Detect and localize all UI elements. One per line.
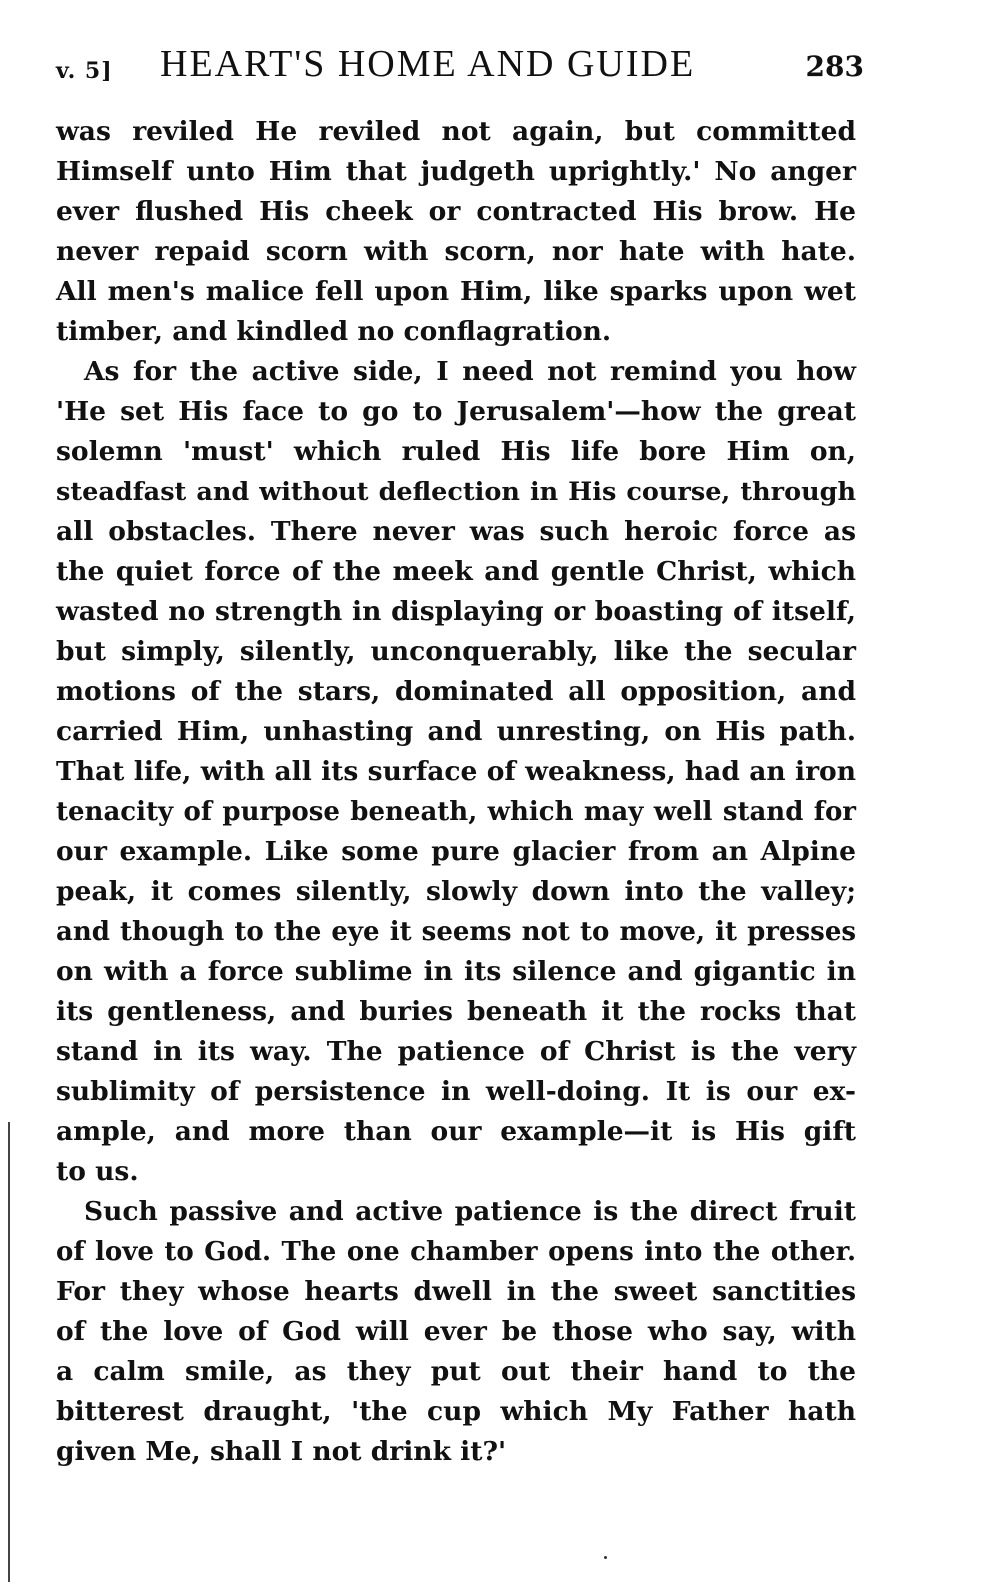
paragraph [56, 112, 856, 352]
text-line: and though to the eye it seems not to move, it presses [56, 917, 856, 947]
body-text [56, 112, 856, 1472]
text-line: ever flushed His cheek or contracted His brow. He [56, 196, 856, 227]
text-line: peak, it comes silently, slowly down into the valley; [56, 876, 856, 907]
text-line: ample, and more than our example—it is His gift [56, 1116, 856, 1147]
text-line: 'He set His face to go to Jerusalem'—how the great [56, 396, 856, 427]
text-line: tenacity of purpose beneath, which may well stand for [56, 797, 856, 827]
running-head [56, 42, 864, 92]
text-line: bitterest draught, 'the cup which My Father hath [56, 1396, 856, 1427]
text-line: Such passive and active patience is the direct fruit [84, 1196, 856, 1227]
text-line: That life, with all its surface of weakness, had an iron [56, 756, 856, 787]
text-line: given Me, shall I not drink it?' [56, 1436, 507, 1467]
text-line: timber, and kindled no conflagration. [56, 316, 612, 347]
text-line: wasted no strength in displaying or boasting of itself, [56, 596, 856, 627]
text-line: All men's malice fell upon Him, like sparks upon wet [56, 276, 856, 307]
text-line: of the love of God will ever be those who say, with [56, 1316, 856, 1347]
text-line: sublimity of persistence in well-doing. It is our ex- [56, 1076, 856, 1107]
text-line: stand in its way. The patience of Christ is the very [56, 1036, 856, 1067]
text-line: was reviled He reviled not again, but committed [56, 116, 856, 147]
text-line: never repaid scorn with scorn, nor hate with hate. [56, 236, 856, 267]
text-line: Himself unto Him that judgeth uprightly.' No anger [56, 156, 856, 187]
paragraph [56, 352, 856, 1192]
text-line: our example. Like some pure glacier from an Alpine [56, 836, 856, 867]
text-line: all obstacles. There never was such heroic force as [56, 516, 856, 547]
text-line: on with a force sublime in its silence and gigantic in [56, 956, 856, 987]
text-line: its gentleness, and buries beneath it the rocks that [56, 996, 856, 1027]
text-line: motions of the stars, dominated all opposition, and [56, 676, 856, 707]
page-number: 283 [805, 50, 864, 83]
running-title: HEART'S HOME AND GUIDE [160, 43, 696, 85]
text-line: a calm smile, as they put out their hand to the [56, 1356, 856, 1387]
text-line: but simply, silently, unconquerably, like the secular [56, 636, 856, 667]
paragraph [56, 1192, 856, 1472]
text-line: For they whose hearts dwell in the sweet sanctities [56, 1276, 856, 1307]
text-line: solemn 'must' which ruled His life bore Him on, [56, 436, 856, 467]
text-line: to us. [56, 1156, 139, 1187]
text-line: steadfast and without deflection in His course, through [56, 477, 856, 507]
text-line: carried Him, unhasting and unresting, on His path. [56, 716, 856, 747]
section-reference: v. 5] [56, 58, 113, 84]
text-line: the quiet force of the meek and gentle Christ, which [56, 556, 856, 587]
scan-edge-line [8, 1122, 10, 1582]
ink-speck [604, 1556, 607, 1559]
text-line: As for the active side, I need not remind you how [84, 356, 856, 387]
text-line: of love to God. The one chamber opens into the other. [56, 1237, 856, 1267]
